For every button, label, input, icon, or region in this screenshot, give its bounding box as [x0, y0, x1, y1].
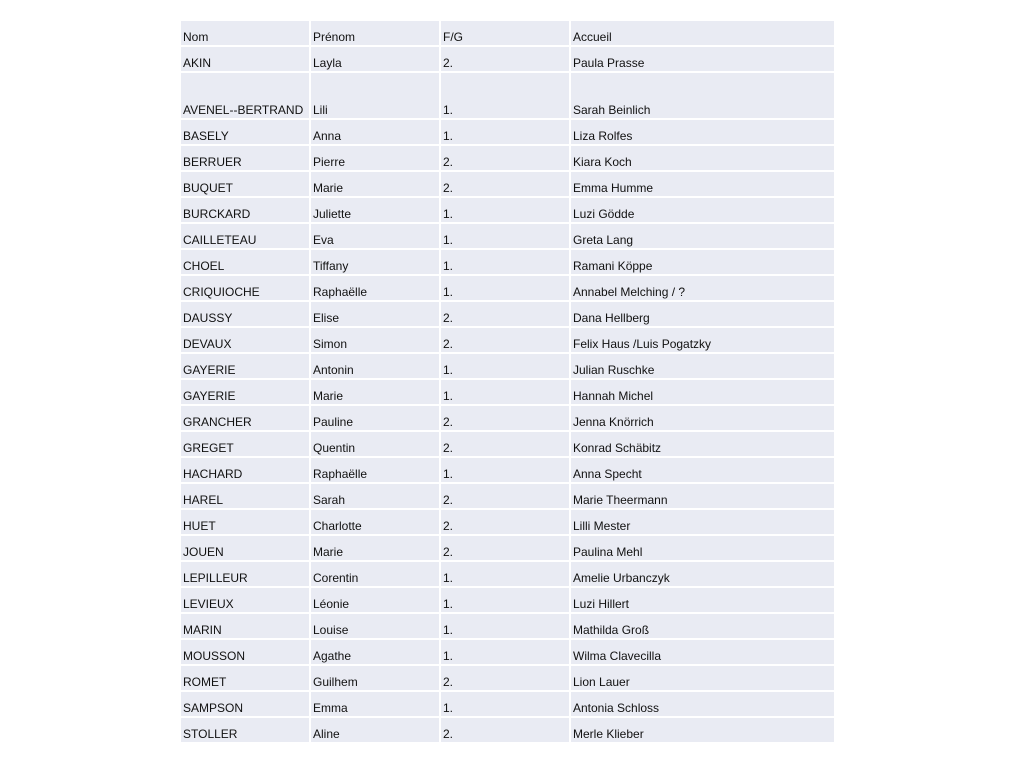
cell-prenom: Elise — [311, 302, 441, 328]
cell-nom: GAYERIE — [181, 354, 311, 380]
cell-accueil: Felix Haus /Luis Pogatzky — [571, 328, 834, 354]
cell-nom: CAILLETEAU — [181, 224, 311, 250]
cell-accueil: Kiara Koch — [571, 146, 834, 172]
cell-prenom: Layla — [311, 47, 441, 73]
table-row — [181, 458, 834, 484]
cell-accueil: Lilli Mester — [571, 510, 834, 536]
cell-accueil: Sarah Beinlich — [571, 73, 834, 120]
cell-accueil: Konrad Schäbitz — [571, 432, 834, 458]
table-row — [181, 640, 834, 666]
table-row — [181, 73, 834, 120]
cell-prenom: Emma — [311, 692, 441, 718]
cell-accueil: Ramani Köppe — [571, 250, 834, 276]
table-row — [181, 120, 834, 146]
cell-prenom: Lili — [311, 73, 441, 120]
cell-fg: 1. — [441, 224, 571, 250]
cell-fg: 1. — [441, 614, 571, 640]
cell-nom: LEPILLEUR — [181, 562, 311, 588]
cell-accueil: Lion Lauer — [571, 666, 834, 692]
header-cell-nom: Nom — [181, 21, 311, 47]
cell-prenom: Guilhem — [311, 666, 441, 692]
cell-nom: HAREL — [181, 484, 311, 510]
cell-nom: MOUSSON — [181, 640, 311, 666]
cell-fg: 1. — [441, 640, 571, 666]
cell-accueil: Liza Rolfes — [571, 120, 834, 146]
cell-accueil: Paulina Mehl — [571, 536, 834, 562]
cell-fg: 1. — [441, 588, 571, 614]
table-row — [181, 198, 834, 224]
table-header-row — [181, 21, 834, 47]
cell-fg: 1. — [441, 380, 571, 406]
cell-prenom: Pauline — [311, 406, 441, 432]
cell-accueil: Merle Klieber — [571, 718, 834, 744]
table-row — [181, 536, 834, 562]
cell-prenom: Juliette — [311, 198, 441, 224]
table-row — [181, 666, 834, 692]
cell-nom: BASELY — [181, 120, 311, 146]
cell-nom: MARIN — [181, 614, 311, 640]
cell-fg: 2. — [441, 718, 571, 744]
table-row — [181, 588, 834, 614]
cell-fg: 2. — [441, 47, 571, 73]
cell-fg: 1. — [441, 198, 571, 224]
cell-prenom: Pierre — [311, 146, 441, 172]
cell-prenom: Antonin — [311, 354, 441, 380]
table-row — [181, 47, 834, 73]
cell-fg: 2. — [441, 666, 571, 692]
table-row — [181, 614, 834, 640]
cell-nom: DAUSSY — [181, 302, 311, 328]
cell-accueil: Paula Prasse — [571, 47, 834, 73]
cell-nom: SAMPSON — [181, 692, 311, 718]
cell-fg: 1. — [441, 120, 571, 146]
cell-accueil: Annabel Melching / ? — [571, 276, 834, 302]
cell-accueil: Luzi Gödde — [571, 198, 834, 224]
table-row — [181, 224, 834, 250]
exchange-table — [181, 21, 834, 744]
cell-nom: HACHARD — [181, 458, 311, 484]
cell-fg: 1. — [441, 692, 571, 718]
cell-accueil: Wilma Clavecilla — [571, 640, 834, 666]
table-row — [181, 276, 834, 302]
cell-accueil: Julian Ruschke — [571, 354, 834, 380]
cell-prenom: Marie — [311, 380, 441, 406]
cell-nom: CRIQUIOCHE — [181, 276, 311, 302]
cell-accueil: Anna Specht — [571, 458, 834, 484]
cell-fg: 2. — [441, 146, 571, 172]
cell-fg: 1. — [441, 354, 571, 380]
table-row — [181, 484, 834, 510]
header-cell-fg: F/G — [441, 21, 571, 47]
cell-prenom: Aline — [311, 718, 441, 744]
cell-accueil: Dana Hellberg — [571, 302, 834, 328]
cell-nom: BERRUER — [181, 146, 311, 172]
cell-nom: AKIN — [181, 47, 311, 73]
table-row — [181, 172, 834, 198]
cell-nom: GREGET — [181, 432, 311, 458]
cell-nom: ROMET — [181, 666, 311, 692]
cell-accueil: Antonia Schloss — [571, 692, 834, 718]
cell-accueil: Hannah Michel — [571, 380, 834, 406]
cell-nom: CHOEL — [181, 250, 311, 276]
cell-nom: GAYERIE — [181, 380, 311, 406]
cell-accueil: Greta Lang — [571, 224, 834, 250]
cell-nom: DEVAUX — [181, 328, 311, 354]
cell-fg: 2. — [441, 302, 571, 328]
cell-nom: GRANCHER — [181, 406, 311, 432]
table-row — [181, 406, 834, 432]
cell-prenom: Sarah — [311, 484, 441, 510]
cell-accueil: Amelie Urbanczyk — [571, 562, 834, 588]
cell-accueil: Jenna Knörrich — [571, 406, 834, 432]
table-row — [181, 302, 834, 328]
cell-fg: 2. — [441, 484, 571, 510]
cell-prenom: Marie — [311, 172, 441, 198]
header-cell-accueil: Accueil — [571, 21, 834, 47]
cell-fg: 2. — [441, 172, 571, 198]
cell-fg: 1. — [441, 562, 571, 588]
cell-nom: LEVIEUX — [181, 588, 311, 614]
table-row — [181, 250, 834, 276]
cell-accueil: Luzi Hillert — [571, 588, 834, 614]
cell-fg: 2. — [441, 328, 571, 354]
cell-fg: 1. — [441, 250, 571, 276]
cell-prenom: Tiffany — [311, 250, 441, 276]
cell-prenom: Raphaëlle — [311, 276, 441, 302]
cell-nom: JOUEN — [181, 536, 311, 562]
cell-accueil: Mathilda Groß — [571, 614, 834, 640]
cell-nom: BURCKARD — [181, 198, 311, 224]
table-row — [181, 354, 834, 380]
cell-nom: BUQUET — [181, 172, 311, 198]
cell-fg: 1. — [441, 276, 571, 302]
cell-prenom: Quentin — [311, 432, 441, 458]
table-row — [181, 432, 834, 458]
cell-prenom: Agathe — [311, 640, 441, 666]
cell-nom: STOLLER — [181, 718, 311, 744]
cell-fg: 1. — [441, 73, 571, 120]
cell-prenom: Marie — [311, 536, 441, 562]
cell-prenom: Anna — [311, 120, 441, 146]
table-row — [181, 718, 834, 744]
cell-prenom: Eva — [311, 224, 441, 250]
cell-accueil: Marie Theermann — [571, 484, 834, 510]
table-row — [181, 562, 834, 588]
cell-prenom: Louise — [311, 614, 441, 640]
cell-fg: 2. — [441, 432, 571, 458]
table-row — [181, 146, 834, 172]
cell-prenom: Corentin — [311, 562, 441, 588]
cell-accueil: Emma Humme — [571, 172, 834, 198]
cell-prenom: Raphaëlle — [311, 458, 441, 484]
table-row — [181, 380, 834, 406]
cell-fg: 1. — [441, 458, 571, 484]
cell-prenom: Simon — [311, 328, 441, 354]
header-cell-prenom: Prénom — [311, 21, 441, 47]
cell-fg: 2. — [441, 536, 571, 562]
cell-nom: HUET — [181, 510, 311, 536]
cell-fg: 2. — [441, 510, 571, 536]
cell-prenom: Charlotte — [311, 510, 441, 536]
cell-fg: 2. — [441, 406, 571, 432]
cell-nom: AVENEL--BERTRAND — [181, 73, 311, 120]
table-row — [181, 510, 834, 536]
table-row — [181, 328, 834, 354]
table-row — [181, 692, 834, 718]
cell-prenom: Léonie — [311, 588, 441, 614]
exchange-table-container — [181, 21, 834, 744]
